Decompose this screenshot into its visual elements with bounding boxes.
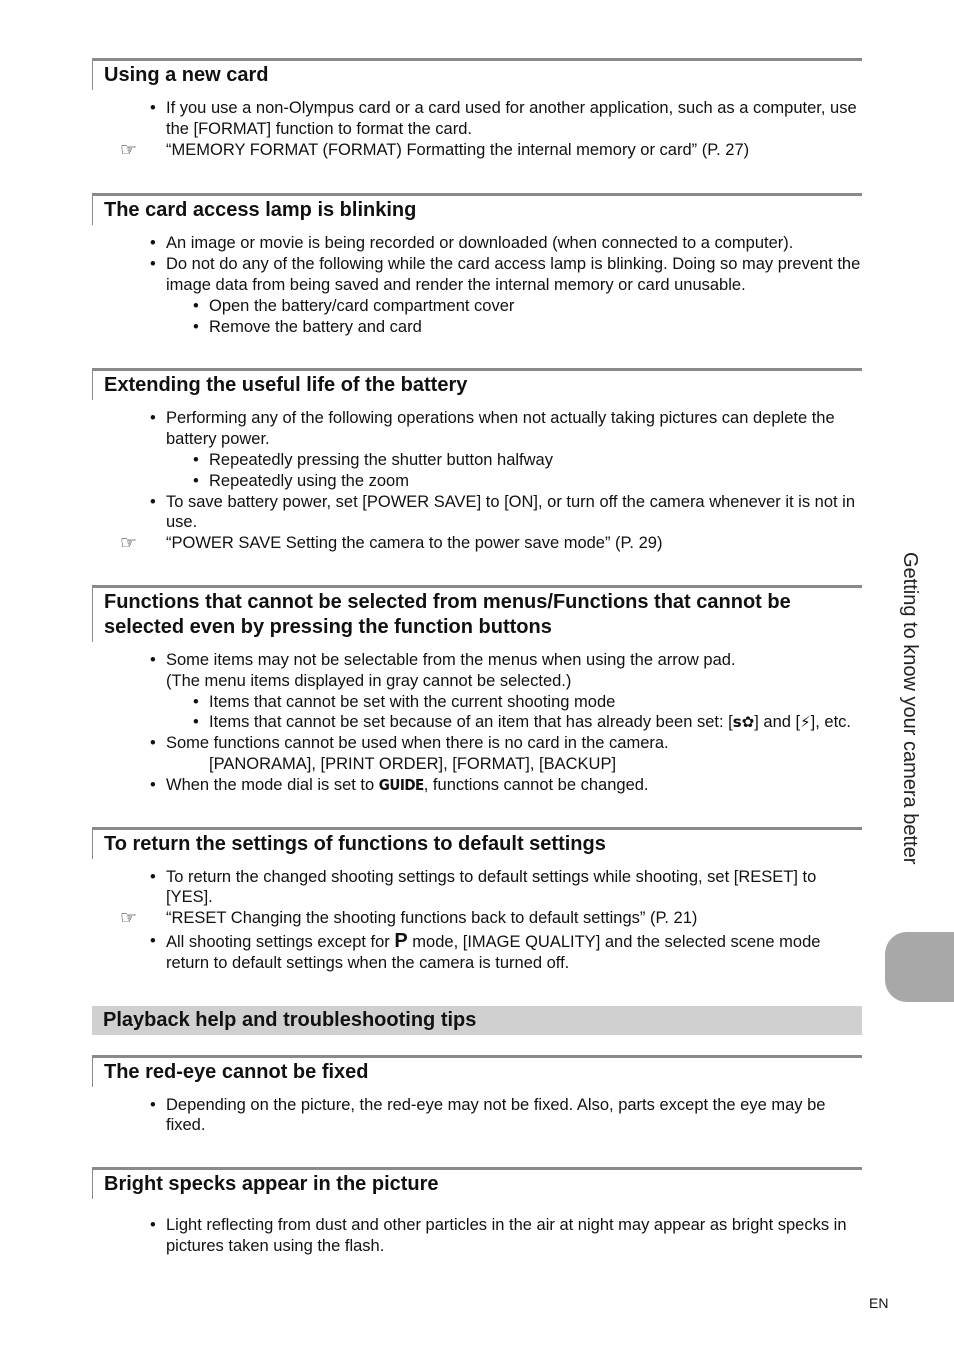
- section-heading: Extending the useful life of the battery: [92, 368, 862, 400]
- continuation-text: (The menu items displayed in gray cannot be selected.): [166, 671, 572, 690]
- p-mode-icon: P: [394, 929, 408, 952]
- chapter-side-label: Getting to know your camera better: [899, 552, 921, 865]
- reference-text: “MEMORY FORMAT (FORMAT) Formatting the internal memory or card” (P. 27): [166, 140, 750, 159]
- sub-bullet-item: • Repeatedly pressing the shutter button halfway: [92, 450, 862, 471]
- sub-bullet-item: • Items that cannot be set because of an item that has already been set: [s✿] and [⚡], etc.: [92, 712, 862, 733]
- reference-item: [92, 533, 862, 554]
- bullet-item: • An image or movie is being recorded or downloaded (when connected to a computer).: [92, 233, 862, 254]
- reference-item: [92, 140, 862, 161]
- section-heading: Bright specks appear in the picture: [92, 1167, 862, 1199]
- bullet-item: • If you use a non-Olympus card or a card used for another application, such as a computer, use the [FORMAT] function to format the card.: [92, 98, 862, 140]
- language-label: EN: [869, 1295, 889, 1311]
- bullet-item: • Performing any of the following operations when not actually taking pictures can deplete the battery power.: [92, 408, 862, 450]
- bullet-item: • When the mode dial is set to GUIDE, functions cannot be changed.: [92, 775, 862, 796]
- section-functions-not-selectable: [92, 585, 862, 796]
- bullet-item: • To return the changed shooting settings to default settings while shooting, set [RESET] to [YES].: [92, 867, 862, 909]
- reference-item: [92, 908, 862, 929]
- scene-icon: s✿: [732, 713, 755, 732]
- continuation-text: [PANORAMA], [PRINT ORDER], [FORMAT], [BACKUP]: [209, 754, 617, 773]
- sub-bullet-item: • Remove the battery and card: [92, 317, 862, 338]
- bullet-item: • Depending on the picture, the red-eye may not be fixed. Also, parts except the eye may be fixed.: [92, 1095, 862, 1137]
- sub-bullet-item: • Repeatedly using the zoom: [92, 471, 862, 492]
- page-content: [92, 58, 862, 1257]
- sub-bullet-item: • Open the battery/card compartment cover: [92, 296, 862, 317]
- playback-help-band: Playback help and troubleshooting tips: [92, 1006, 862, 1035]
- pointing-hand-icon: ☞: [120, 138, 138, 161]
- bullet-item: • Do not do any of the following while the card access lamp is blinking. Doing so may prevent the image data from being saved and render the internal memory or card unusable.: [92, 254, 862, 296]
- sub-bullet-item: • Items that cannot be set with the current shooting mode: [92, 692, 862, 713]
- section-heading: The red-eye cannot be fixed: [92, 1055, 862, 1087]
- pointing-hand-icon: ☞: [120, 532, 138, 555]
- section-reset-defaults: [92, 827, 862, 974]
- reference-text: “RESET Changing the shooting functions back to default settings” (P. 21): [166, 909, 698, 928]
- guide-mode-icon: GUIDE: [378, 775, 424, 794]
- section-battery-life: [92, 368, 862, 554]
- bullet-item: • Some functions cannot be used when there is no card in the camera.: [92, 733, 862, 754]
- flash-icon: ⚡: [800, 713, 811, 732]
- bullet-item: • To save battery power, set [POWER SAVE] to [ON], or turn off the camera whenever it is not in use.: [92, 492, 862, 534]
- section-card-access-lamp: [92, 193, 862, 337]
- section-heading: Using a new card: [92, 58, 862, 90]
- reference-text: “POWER SAVE Setting the camera to the power save mode” (P. 29): [166, 534, 663, 553]
- pointing-hand-icon: ☞: [120, 907, 138, 930]
- section-red-eye: [92, 1055, 862, 1137]
- bullet-item: • Light reflecting from dust and other particles in the air at night may appear as bright specks in pictures taken using the flash.: [92, 1215, 862, 1257]
- section-heading: Functions that cannot be selected from menus/Functions that cannot be selected even by pressing the function buttons: [92, 585, 862, 642]
- section-using-new-card: [92, 58, 862, 160]
- section-heading: To return the settings of functions to default settings: [92, 827, 862, 859]
- bullet-item: • Some items may not be selectable from the menus when using the arrow pad.: [92, 650, 862, 671]
- section-heading: The card access lamp is blinking: [92, 193, 862, 225]
- bullet-item: • All shooting settings except for P mode, [IMAGE QUALITY] and the selected scene mode return to default settings when the camera is turned off.: [92, 931, 862, 974]
- chapter-tab: [885, 932, 954, 1002]
- section-bright-specks: [92, 1167, 862, 1257]
